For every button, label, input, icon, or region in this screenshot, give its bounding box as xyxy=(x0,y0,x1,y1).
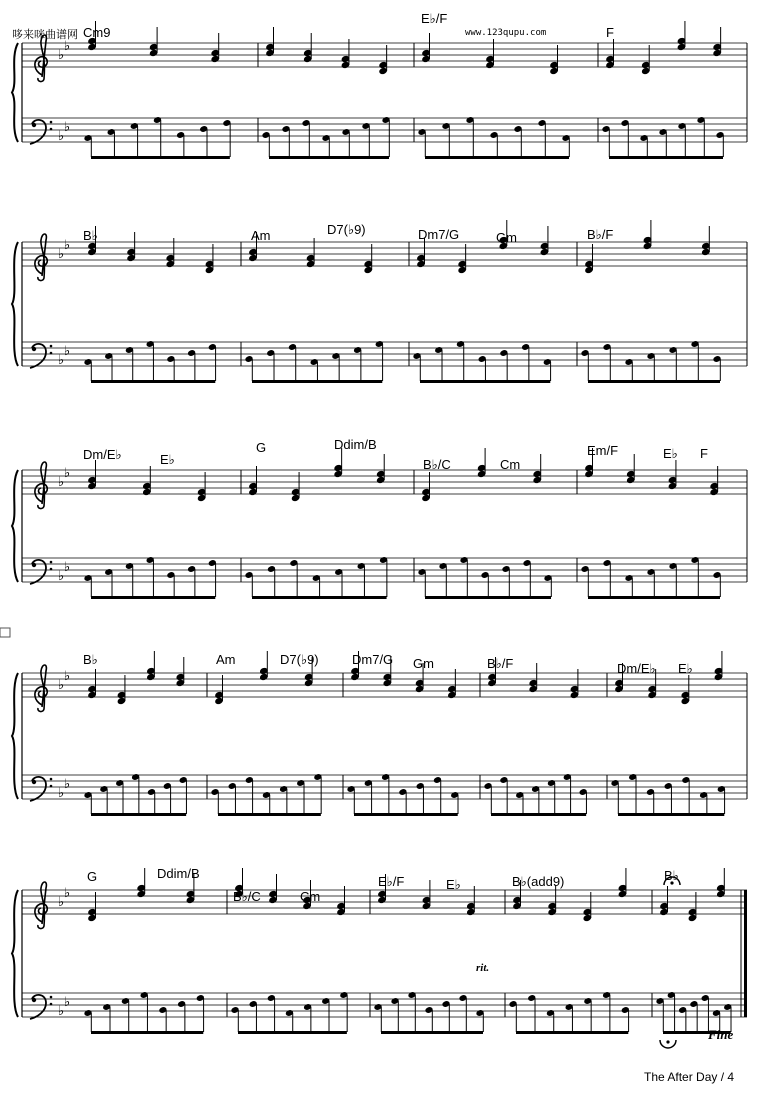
chord-symbol: E♭ xyxy=(446,877,461,892)
treble-clef-icon xyxy=(35,665,47,712)
flat-icon: ♭ xyxy=(64,560,71,575)
flat-icon: ♭ xyxy=(58,1004,65,1019)
fine-marking: Fine xyxy=(708,1027,734,1042)
chord-symbol: Dm7/G xyxy=(418,227,460,242)
chord-symbol: Dm7/G xyxy=(352,652,394,667)
flat-icon: ♭ xyxy=(64,777,71,792)
chord-symbol: B♭/C xyxy=(423,457,451,472)
chord-symbol: F xyxy=(700,446,708,461)
chord-symbol: Gm xyxy=(496,230,517,245)
bass-clef-dot xyxy=(32,347,36,351)
bass-clef-dot xyxy=(50,345,53,348)
bass-clef-dot xyxy=(32,998,36,1002)
flat-icon: ♭ xyxy=(64,39,71,54)
brace xyxy=(12,242,18,366)
bass-clef-dot xyxy=(50,121,53,124)
bass-clef-dot xyxy=(50,778,53,781)
chord-symbol: B♭ xyxy=(83,228,98,243)
chord-symbol: G xyxy=(256,440,267,455)
watermark-site-name: 哆来咪曲谱网 xyxy=(12,29,78,41)
chord-symbol: B♭/C xyxy=(233,889,261,904)
bass-clef-dot xyxy=(50,561,53,564)
flat-icon: ♭ xyxy=(58,129,65,144)
brace xyxy=(12,673,18,799)
bass-clef-dot xyxy=(32,563,36,567)
bass-clef-dot xyxy=(50,1003,53,1006)
chord-symbol: Gm xyxy=(413,656,434,671)
treble-clef-icon xyxy=(35,234,47,281)
chord-symbol: B♭ xyxy=(83,652,98,667)
brace xyxy=(12,470,18,582)
chord-symbol: D7(♭9) xyxy=(327,222,366,237)
chord-symbol: Dm/E♭ xyxy=(83,447,122,462)
bass-clef-dot xyxy=(50,996,53,999)
treble-clef-icon xyxy=(35,882,47,929)
chord-symbol: B♭ xyxy=(664,868,679,883)
chord-symbol: E♭ xyxy=(160,452,175,467)
footer-title: The After Day / 4 xyxy=(644,1070,735,1084)
flat-icon: ♭ xyxy=(58,569,65,584)
treble-clef-icon xyxy=(35,462,47,509)
watermark-url: www.123qupu.com xyxy=(465,28,547,38)
flat-icon: ♭ xyxy=(64,466,71,481)
chord-symbol: D7(♭9) xyxy=(280,652,319,667)
brace xyxy=(12,890,18,1017)
chord-symbol: F xyxy=(606,25,614,40)
chord-symbol: E♭ xyxy=(663,446,678,461)
chord-symbol: B♭/F xyxy=(487,656,514,671)
chord-symbol: Cm9 xyxy=(83,25,111,40)
chord-symbol: B♭/F xyxy=(587,227,614,242)
chord-symbol: Ddim/B xyxy=(157,866,200,881)
chord-symbol: Am xyxy=(251,228,271,243)
brace xyxy=(12,43,18,142)
rit-marking: rit. xyxy=(476,962,490,974)
chord-symbol: Dm/E♭ xyxy=(617,661,656,676)
bass-clef-dot xyxy=(32,123,36,127)
flat-icon: ♭ xyxy=(58,247,65,262)
chord-symbol: Am xyxy=(216,652,236,667)
bass-clef-dot xyxy=(50,785,53,788)
flat-icon: ♭ xyxy=(58,353,65,368)
flat-icon: ♭ xyxy=(64,886,71,901)
bass-clef-dot xyxy=(50,128,53,131)
chord-symbol: B♭(add9) xyxy=(512,874,565,889)
flat-icon: ♭ xyxy=(58,895,65,910)
flat-icon: ♭ xyxy=(58,678,65,693)
chord-symbol: Cm xyxy=(500,457,521,472)
chord-symbol: E♭ xyxy=(678,661,693,676)
flat-icon: ♭ xyxy=(64,344,71,359)
chord-symbol: E♭/F xyxy=(378,874,405,889)
gutter-mark-icon xyxy=(0,628,10,637)
bass-clef-dot xyxy=(50,568,53,571)
fermata-dot xyxy=(666,1040,669,1043)
final-barline-thick xyxy=(744,890,747,1017)
flat-icon: ♭ xyxy=(58,786,65,801)
flat-icon: ♭ xyxy=(64,238,71,253)
flat-icon: ♭ xyxy=(64,669,71,684)
flat-icon: ♭ xyxy=(58,48,65,63)
chord-symbol: Ddim/B xyxy=(334,437,377,452)
bass-clef-dot xyxy=(50,352,53,355)
chord-symbol: G xyxy=(87,869,98,884)
chord-symbol: Em/F xyxy=(587,443,619,458)
bass-clef-dot xyxy=(32,780,36,784)
flat-icon: ♭ xyxy=(64,120,71,135)
flat-icon: ♭ xyxy=(64,995,71,1010)
flat-icon: ♭ xyxy=(58,475,65,490)
chord-symbol: Cm xyxy=(300,889,321,904)
chord-symbol: E♭/F xyxy=(421,11,448,26)
